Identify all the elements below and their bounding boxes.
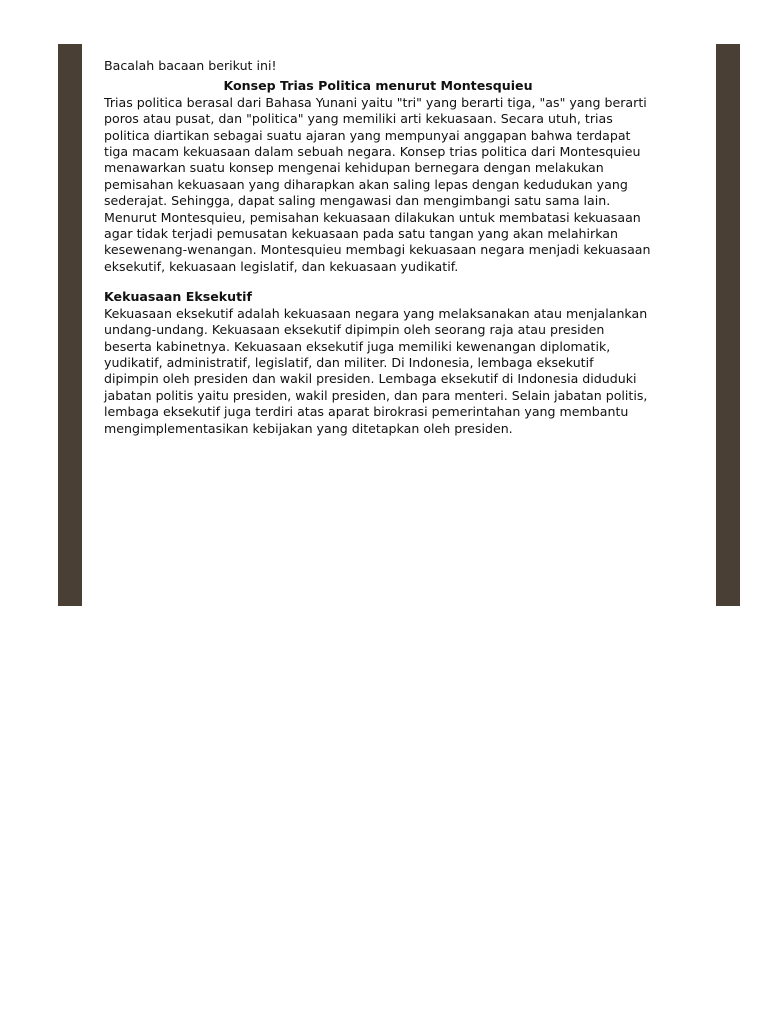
- paragraph-kekuasaan-eksekutif: Kekuasaan eksekutif adalah kekuasaan negara yang melaksanakan atau menjalankan undang-undang. Kekuasaan eksekutif dipimpin oleh seorang raja atau presiden beserta kabinetnya. Kekuasaan eksekutif juga memiliki kewenangan diplomatik, yudikatif, administratif, legislatif, dan militer. Di Indonesia, lembaga eksekutif dipimpin oleh presiden dan wakil presiden. Lembaga eksekutif di Indonesia diduduki jabatan politis yaitu presiden, wakil presiden, dan para menteri. Selain jabatan politis, lembaga eksekutif juga terdiri atas aparat birokrasi pemerintahan yang membantu mengimplementasikan kebijakan yang ditetapkan oleh presiden.: [104, 305, 648, 436]
- reading-passage: [104, 58, 652, 437]
- instruction-text: Bacalah bacaan berikut ini!: [104, 58, 277, 73]
- paragraph-trias-politica: Trias politica berasal dari Bahasa Yunani yaitu "tri" yang berarti tiga, "as" yang berarti poros atau pusat, dan "politica" yang memiliki arti kekuasaan. Secara utuh, trias politica diartikan sebagai suatu ajaran yang mempunyai anggapan bahwa terdapat tiga macam kekuasaan dalam sebuah negara. Konsep trias politica dari Montesquieu menawarkan suatu konsep mengenai kehidupan bernegara dengan melakukan pemisahan kekuasaan yang diharapkan akan saling lepas dengan kedudukan yang sederajat. Sehingga, dapat saling mengawasi dan mengimbangi satu sama lain. Menurut Montesquieu, pemisahan kekuasaan dilakukan untuk membatasi kekuasaan agar tidak terjadi pemusatan kekuasaan pada satu tangan yang akan melahirkan kesewenang-wenangan. Montesquieu membagi kekuasaan negara menjadi kekuasaan eksekutif, kekuasaan legislatif, dan kekuasaan yudikatif.: [104, 94, 651, 274]
- left-decorative-bar: [58, 44, 82, 606]
- section-heading-eksekutif: Kekuasaan Eksekutif: [104, 289, 252, 305]
- passage-title: Konsep Trias Politica menurut Montesquieu: [223, 78, 533, 94]
- right-decorative-bar: [716, 44, 740, 606]
